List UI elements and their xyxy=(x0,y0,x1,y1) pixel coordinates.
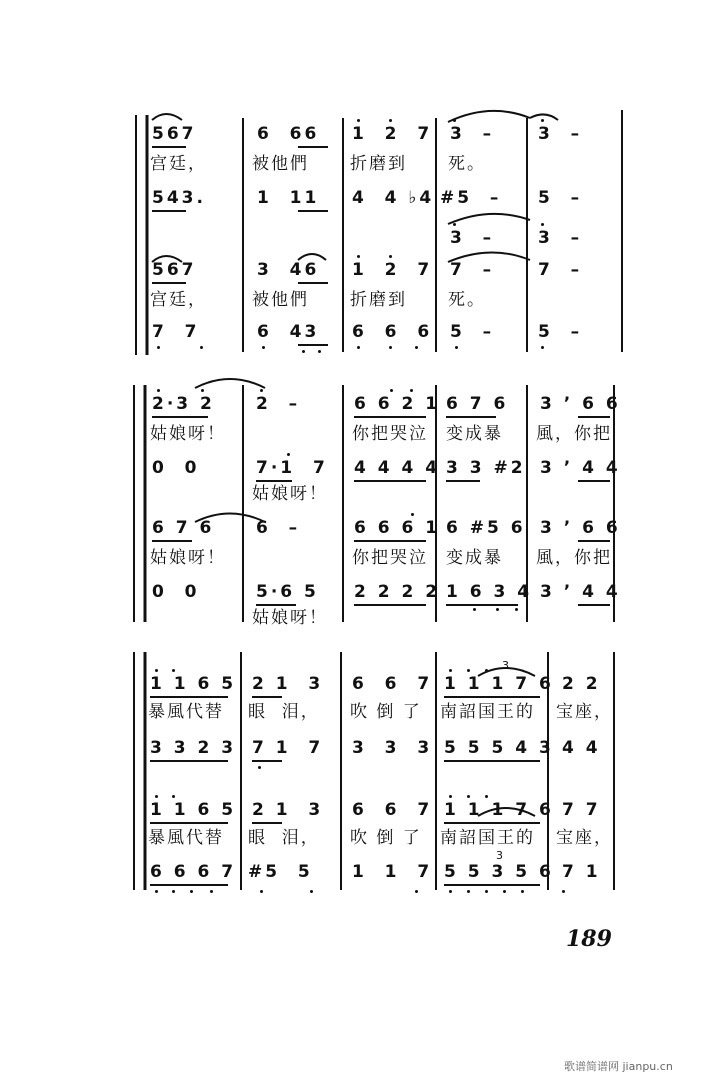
s2-r1-m4: 6 7 6 xyxy=(446,394,509,414)
s2-r4-m4: 6 #5 6 xyxy=(446,518,526,538)
s3-r6-m3: 1 1 7 xyxy=(352,862,433,882)
s3-r2-l1: 暴風代替 xyxy=(148,702,224,722)
s3-r3-m4: 5 5 5 4 3 xyxy=(444,738,554,758)
s1-r3-m1: 543. xyxy=(152,188,206,208)
s1-r3-m5: 5 – xyxy=(538,188,583,208)
s1-r7-m2: 6 43 xyxy=(257,322,320,342)
s1-r2-l2: 被他們 xyxy=(252,154,309,174)
s2-r3-m3: 4 4 4 4 xyxy=(354,458,441,478)
s3-r2-l2: 眼 泪， xyxy=(248,702,320,722)
s2-r6-m5: 3 ’ 4 4 xyxy=(540,582,621,602)
s3-tuplet-top: 3 xyxy=(502,659,509,672)
s2-r2-l3: 变成暴 xyxy=(446,424,503,444)
s2-r4-m3: 6 6 6 1 xyxy=(354,518,441,538)
s1-r5-m2: 3 46 xyxy=(257,260,320,280)
s3-r4-m2: 2 1 3 xyxy=(252,800,324,820)
s3-r1-m4: 1 1 1 7 6 xyxy=(444,674,554,694)
page-number: 189 xyxy=(566,926,612,952)
s3-r6-m4: 5 5 3 5 6 xyxy=(444,862,554,882)
s1-r5-m1: 567 xyxy=(152,260,197,280)
s1-r4-m4: 3 – xyxy=(450,228,495,248)
s3-r2-l5: 宝座， xyxy=(556,702,613,722)
s1-r4-m5: 3 – xyxy=(538,228,583,248)
s2-r3-m1: 0 0 xyxy=(152,458,200,478)
s2-r3-m2: 7·1 7 xyxy=(256,458,328,478)
s3-r3-m1: 3 3 2 3 xyxy=(150,738,237,758)
s2-r2-l4: 風，你把 xyxy=(536,424,612,444)
s2-r4-m1: 6 7 6 xyxy=(152,518,215,538)
s3-r4-m3: 6 6 7 xyxy=(352,800,433,820)
s3-r5-l1: 暴風代替 xyxy=(148,828,224,848)
s2-r6-m4: 1 6 3 4 xyxy=(446,582,533,602)
s2-r1-m2: 2 – xyxy=(256,394,301,414)
s2-r3-m5: 3 ’ 4 4 xyxy=(540,458,621,478)
s2-r6-m3: 2 2 2 2 xyxy=(354,582,441,602)
s1-r6-l3: 折磨到 xyxy=(350,290,407,310)
s1-r1-m5: 3 – xyxy=(538,124,583,144)
s1-r1-m4: 3 – xyxy=(450,124,495,144)
s1-r1-m3: 1 2 7 xyxy=(352,124,433,144)
s1-r2-l4: 死。 xyxy=(448,154,486,174)
s2-r2-l1: 姑娘呀！ xyxy=(150,424,226,444)
s2-r3-m4: 3 3 #2 xyxy=(446,458,526,478)
s3-r5-l4: 南詔国王的 xyxy=(440,828,535,848)
s1-r7-m1: 7 7 xyxy=(152,322,200,342)
s3-r2-l4: 南詔国王的 xyxy=(440,702,535,722)
s2-r4-m2: 6 – xyxy=(256,518,301,538)
s2-r6b-lyric: 姑娘呀！ xyxy=(252,608,328,628)
s2-r1-m1: 2·3 2 xyxy=(152,394,215,414)
s1-r3-m2: 1 11 xyxy=(257,188,320,208)
s1-r1-m1: 567 xyxy=(152,124,197,144)
s3-r5-l3: 吹 倒 了 xyxy=(350,828,422,848)
s3-r6-m2: #5 5 xyxy=(248,862,313,882)
s2-r2-l2: 你把哭泣 xyxy=(352,424,428,444)
s1-r3-m4: #5 – xyxy=(440,188,502,208)
s1-r7-m5: 5 – xyxy=(538,322,583,342)
s1-r7-m4: 5 – xyxy=(450,322,495,342)
s3-tuplet-bottom: 3 xyxy=(496,849,503,862)
s3-r2-l3: 吹 倒 了 xyxy=(350,702,422,722)
s3-r1-m5: 2 2 xyxy=(562,674,601,694)
s2-r6-m2: 5·6 5 xyxy=(256,582,319,602)
s3-r3-m5: 4 4 xyxy=(562,738,601,758)
s1-r5-m3: 1 2 7 xyxy=(352,260,433,280)
s3-r5-l5: 宝座， xyxy=(556,828,613,848)
s2-r4-m5: 3 ’ 6 6 xyxy=(540,518,621,538)
s1-r7-m3: 6 6 6 xyxy=(352,322,433,342)
s3-r1-m3: 6 6 7 xyxy=(352,674,433,694)
s1-r2-l1: 宫廷， xyxy=(150,154,207,174)
s3-r4-m5: 7 7 xyxy=(562,800,601,820)
s3-r3-m3: 3 3 3 xyxy=(352,738,433,758)
s2-r1-m5: 3 ’ 6 6 xyxy=(540,394,621,414)
s3-r3-m2: 7 1 7 xyxy=(252,738,324,758)
s3-r1-m1: 1 1 6 5 xyxy=(150,674,237,694)
watermark: 歌谱简谱网 jianpu.cn xyxy=(564,1060,673,1073)
s3-r6-m1: 6 6 6 7 xyxy=(150,862,237,882)
s1-r3-m3: 4 4 ♭4 xyxy=(352,188,435,208)
s3-r6-m5: 7 1 xyxy=(562,862,601,882)
s3-r1-m2: 2 1 3 xyxy=(252,674,324,694)
s1-r5-m4: 7 – xyxy=(450,260,495,280)
s3-r5-l2: 眼 泪， xyxy=(248,828,320,848)
s1-r2-l3: 折磨到 xyxy=(350,154,407,174)
s3-r4-m4: 1 1 1 7 6 xyxy=(444,800,554,820)
s1-r6-l1: 宫廷， xyxy=(150,290,207,310)
s2-r5-l1: 姑娘呀！ xyxy=(150,548,226,568)
s3-r4-m1: 1 1 6 5 xyxy=(150,800,237,820)
s2-r1-m3: 6 6 2 1 xyxy=(354,394,441,414)
s2-r6-m1: 0 0 xyxy=(152,582,200,602)
s2-r3b-lyric: 姑娘呀！ xyxy=(252,484,328,504)
s1-r5-m5: 7 – xyxy=(538,260,583,280)
s2-r5-l3: 变成暴 xyxy=(446,548,503,568)
s1-r1-m2: 6 66 xyxy=(257,124,320,144)
s1-r6-l4: 死。 xyxy=(448,290,486,310)
s1-r6-l2: 被他們 xyxy=(252,290,309,310)
s2-r5-l2: 你把哭泣 xyxy=(352,548,428,568)
s2-r5-l4: 風，你把 xyxy=(536,548,612,568)
